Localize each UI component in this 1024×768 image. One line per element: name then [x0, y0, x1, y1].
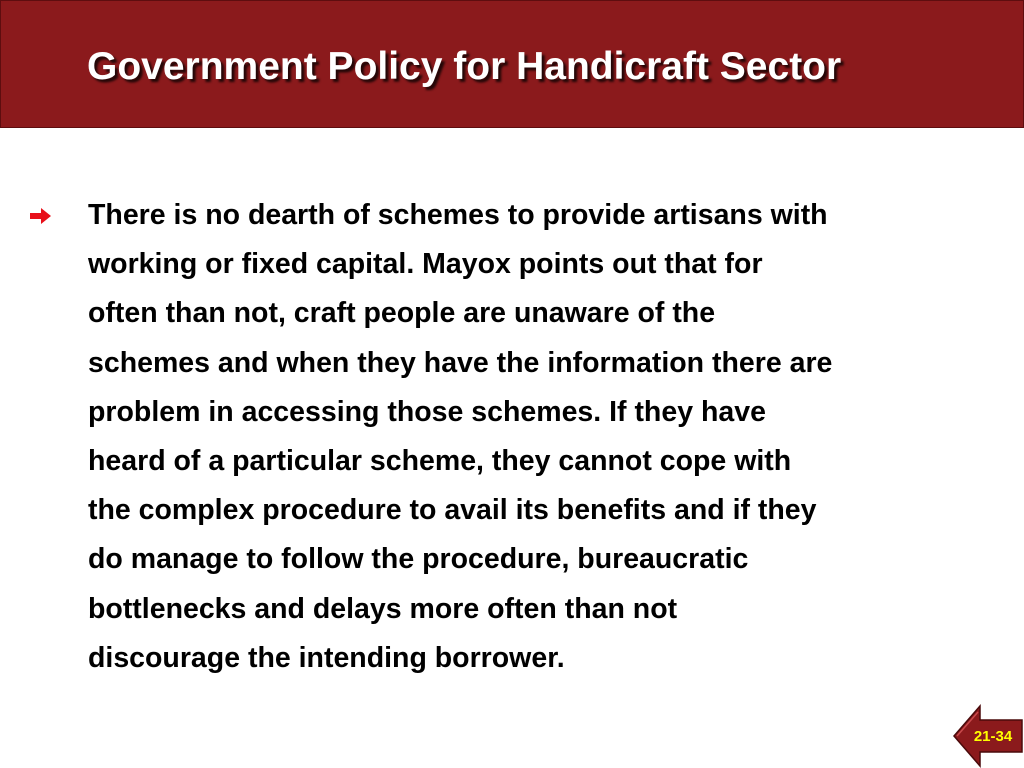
red-right-arrow-icon [30, 207, 52, 225]
page-number: 21-34 [973, 728, 1013, 745]
slide-title: Government Policy for Handicraft Sector [87, 45, 842, 88]
bullet-text: There is no dearth of schemes to provide artisans with working or fixed capital. Mayox points out that for often than not, craft people are unaware of the schemes and when they have the information there are problem in accessing those schemes. If they have heard of a particular scheme, they cannot cope with the complex procedure to avail its benefits and if they do manage to follow the procedure, bureaucratic bottlenecks and delays more often than not discourage the intending borrower. [88, 199, 833, 674]
title-bar [0, 0, 1024, 128]
page-number-tag [953, 704, 1023, 768]
